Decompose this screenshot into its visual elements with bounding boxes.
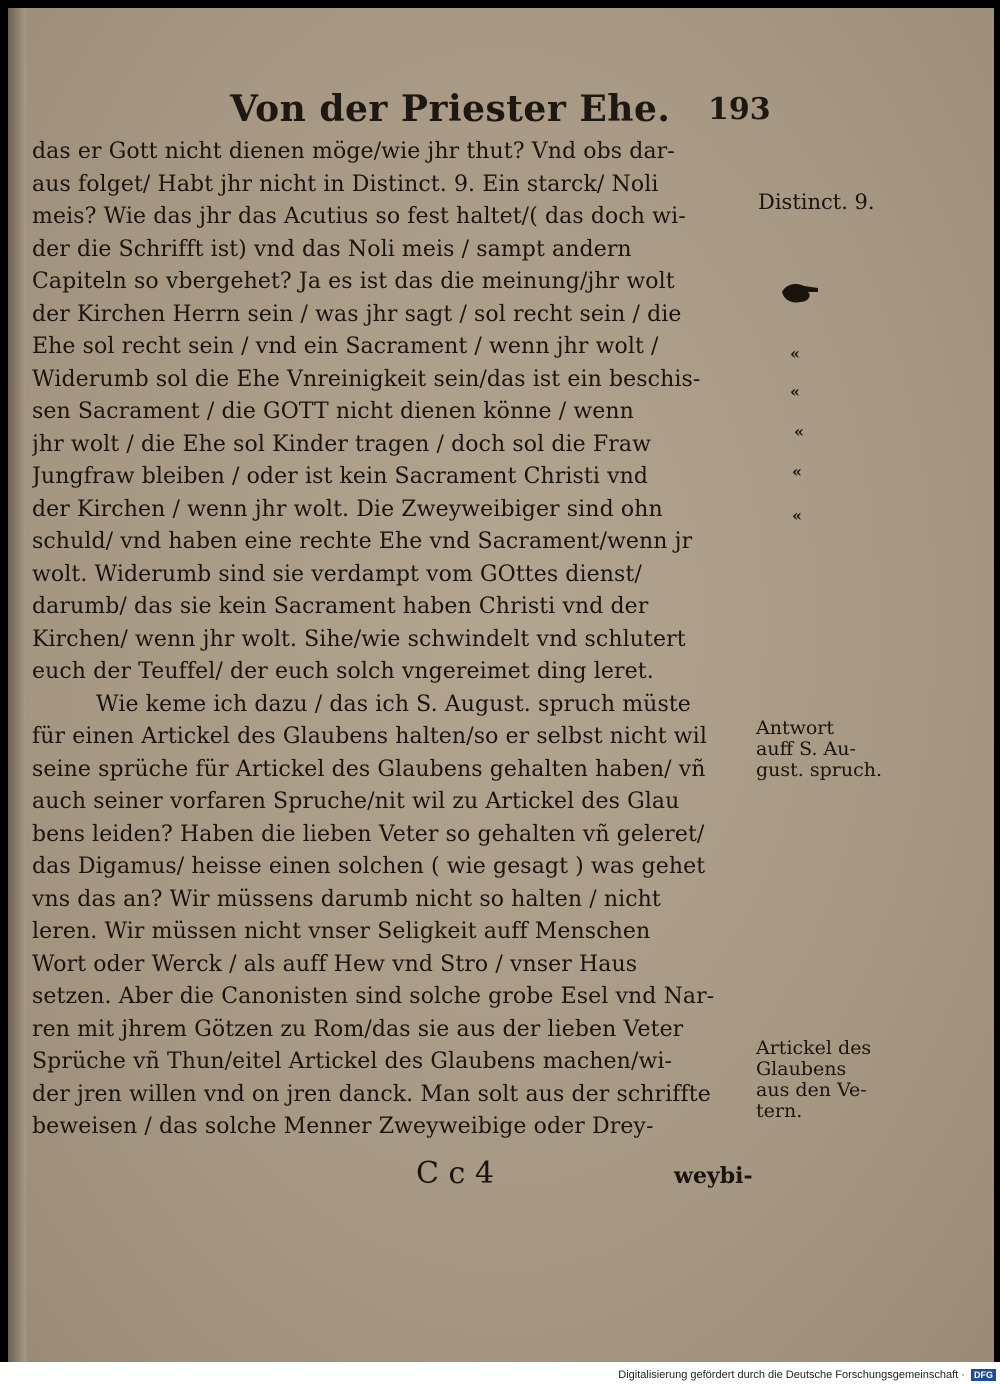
text-line: Sprüche vñ Thun/eitel Artickel des Glaubens machen/wi-	[32, 1049, 673, 1074]
text-line: der Kirchen Herrn sein / was jhr sagt / sol recht sein / die	[32, 301, 682, 327]
text-line: der Kirchen / wenn jhr wolt. Die Zweyweibiger sind ohn	[32, 496, 663, 522]
text-line: das Digamus/ heisse einen solchen ( wie gesagt ) was gehet	[32, 854, 706, 879]
text-line: der jren willen vnd on jren danck. Man solt aus der schriffte	[32, 1081, 711, 1107]
catchword: weybi-	[674, 1163, 753, 1189]
running-title: Von der Priester Ehe.	[230, 88, 671, 130]
manicule-icon	[778, 278, 822, 306]
margin-note-line: Artickel des	[756, 1037, 872, 1059]
text-line: aus folget/ Habt jhr nicht in Distinct. 9. Ein starck/ Noli	[32, 171, 659, 197]
margin-note-distinct: Distinct. 9.	[758, 190, 875, 214]
footer-text: Digitalisierung gefördert durch die Deutsche Forschungsgemeinschaft ·	[618, 1369, 965, 1381]
text-line: vns das an? Wir müssens darumb nicht so halten / nicht	[32, 886, 661, 912]
text-line: für einen Artickel des Glaubens halten/so er selbst nicht wil	[32, 724, 707, 749]
signature-mark: C c 4	[416, 1156, 494, 1191]
text-line: setzen. Aber die Canonisten sind solche grobe Esel vnd Nar-	[32, 984, 715, 1009]
body-text	[32, 136, 752, 1144]
page-number: 193	[708, 92, 771, 127]
margin-note-line: aus den Ve-	[756, 1079, 867, 1101]
page-header	[8, 88, 994, 138]
margin-note-artickel	[756, 1038, 871, 1122]
footer-credit	[606, 1367, 996, 1383]
text-line: seine sprüche für Artickel des Glaubens gehalten haben/ vñ	[32, 756, 706, 782]
text-line: darumb/ das sie kein Sacrament haben Christi vnd der	[32, 594, 649, 619]
text-line: beweisen / das solche Menner Zweyweibige oder Drey-	[32, 1114, 654, 1139]
text-line: Capiteln so vbergehet? Ja es ist das die meinung/jhr wolt	[32, 269, 675, 294]
margin-note-line: Glaubens	[756, 1058, 847, 1080]
quote-mark: «	[790, 344, 800, 363]
text-line: Widerumb sol die Ehe Vnreinigkeit sein/das ist ein beschis-	[32, 366, 701, 392]
text-line: der die Schrifft ist) vnd das Noli meis / sampt andern	[32, 236, 632, 262]
quote-mark: «	[790, 382, 800, 401]
text-line: leren. Wir müssen nicht vnser Seligkeit auff Menschen	[32, 919, 651, 944]
text-line: meis? Wie das jhr das Acutius so fest haltet/( das doch wi-	[32, 204, 686, 229]
margin-note-line: auff S. Au-	[756, 738, 856, 760]
quote-mark: «	[792, 506, 802, 525]
text-line: wolt. Widerumb sind sie verdampt vom GOttes dienst/	[32, 561, 642, 587]
quote-mark: «	[792, 462, 802, 481]
text-line: Ehe sol recht sein / vnd ein Sacrament / wenn jhr wolt /	[32, 334, 659, 359]
text-line: auch seiner vorfaren Spruche/nit wil zu Artickel des Glau	[32, 789, 680, 814]
dfg-logo: DFG	[971, 1369, 996, 1381]
text-line: Kirchen/ wenn jhr wolt. Sihe/wie schwindelt vnd schlutert	[32, 626, 686, 652]
text-line: jhr wolt / die Ehe sol Kinder tragen / doch sol die Fraw	[32, 431, 652, 457]
text-line: Wort oder Werck / als auff Hew vnd Stro / vnser Haus	[32, 951, 638, 977]
text-line: ren mit jhrem Götzen zu Rom/das sie aus der lieben Veter	[32, 1016, 684, 1042]
text-line: bens leiden? Haben die lieben Veter so gehalten vñ geleret/	[32, 821, 705, 847]
text-line: Jungfraw bleiben / oder ist kein Sacrament Christi vnd	[32, 464, 649, 489]
margin-note-line: Antwort	[756, 717, 835, 739]
page-gutter	[8, 8, 26, 1362]
margin-note-line: gust. spruch.	[756, 759, 883, 781]
text-line: schuld/ vnd haben eine rechte Ehe vnd Sacrament/wenn jr	[32, 529, 693, 554]
text-line: sen Sacrament / die GOTT nicht dienen könne / wenn	[32, 399, 634, 424]
text-line: Wie keme ich dazu / das ich S. August. spruch müste	[96, 691, 691, 717]
text-line: das er Gott nicht dienen möge/wie jhr thut? Vnd obs dar-	[32, 139, 675, 164]
book-page	[8, 8, 994, 1362]
quote-mark: «	[794, 422, 804, 441]
text-line: euch der Teuffel/ der euch solch vngereimet ding leret.	[32, 659, 654, 684]
margin-note-antwort	[756, 718, 882, 781]
margin-note-line: tern.	[756, 1100, 803, 1122]
